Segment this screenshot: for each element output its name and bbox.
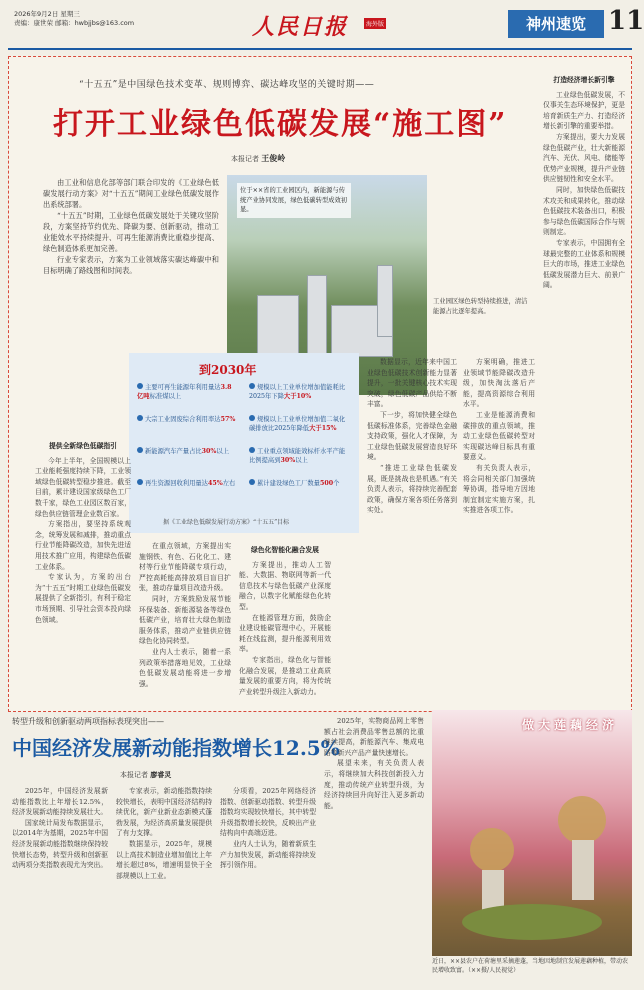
section-heading: 提供全新绿色低碳指引	[49, 442, 117, 450]
infographic-item: 主要可再生能源年利用量达3.8亿吨标准煤以上	[137, 384, 232, 400]
header-meta	[14, 10, 134, 28]
paragraph: 数据显示，2025年，规模以上高技术制造业增加值比上年增长超过8%，增速明显快于全部规模以上工业。	[116, 839, 212, 880]
paragraph: 2025年，中国经济发展新动能指数比上年增长12.5%，经济发展新动能持续发展壮大。	[12, 787, 108, 817]
lede-paragraph: 由工业和信息化部等部门联合印发的《工业绿色低碳发展行动方案》对“十五五”期间工业绿色低碳发展作出系统部署。	[43, 178, 219, 209]
paragraph: 方案指出，要坚持系统观念，统筹发展和减排，推动重点行业节能降碳改造，加快先进适用技术推广应用，构建绿色低碳工业体系。	[35, 520, 131, 571]
straw-hat-left	[470, 828, 514, 872]
article-column	[463, 357, 535, 703]
photo-caption-secondary: 工业园区绿色转型持续推进，清洁能源占比逐年提高。	[433, 298, 528, 315]
paragraph: 专家认为，方案的出台为“十五五”时期工业绿色低碳发展提供了全新指引，有利于稳定市场预期、引导社会资本投向绿色领域。	[35, 573, 131, 624]
paragraph: 方案提出，推动人工智能、大数据、物联网等新一代信息技术与绿色低碳产业深度融合，以数字化赋能绿色化转型。	[239, 560, 331, 611]
top-byline	[231, 153, 285, 164]
paragraph: 下一步，将加快健全绿色低碳标准体系，完善绿色金融支持政策，强化人才保障，为工业绿色低碳发展营造良好环境。	[367, 410, 457, 462]
paragraph: 同时，加快绿色低碳技术攻关和成果转化，推动绿色低碳技术装备出口，积极参与绿色低碳国际合作与规则制定。	[543, 185, 625, 237]
paragraph: 专家指出，绿色化与智能化融合发展，是推动工业高质量发展的重要方向，将为传统产业转型升级注入新动力。	[239, 655, 331, 696]
section-heading: 绿色化智能化融合发展	[251, 546, 319, 554]
header-date: 2026年9月2日 星期三	[14, 10, 80, 18]
article-column	[367, 357, 457, 703]
page-number: 11	[608, 6, 644, 36]
article-column	[12, 786, 108, 982]
article-column	[543, 71, 625, 703]
paragraph: “推进工业绿色低碳发展，既是挑战也是机遇。”有关负责人表示，将持续完善配套政策，确保方案各项任务落到实处。	[367, 463, 457, 515]
paragraph: 今年上半年，全国规模以上工业能耗强度持续下降，工业领域绿色低碳转型稳步推进。截至目前，累计建设国家级绿色工厂数千家，绿色工业园区数百家，绿色供应链管理企业数百家。	[35, 456, 131, 518]
paragraph: 有关负责人表示，将会同相关部门加强统筹协调，指导地方因地制宜制定实施方案，扎实推进各项工作。	[463, 463, 535, 515]
bullet-icon	[137, 383, 143, 389]
infographic-item: 再生资源回收利用量达45%左右	[137, 479, 237, 488]
lotus-pods	[462, 904, 602, 940]
paragraph: 专家表示，中国拥有全球最完整的工业体系和规模巨大的市场，推进工业绿色低碳发展潜力巨大、前景广阔。	[543, 238, 625, 290]
bullet-icon	[249, 383, 255, 389]
infographic-item: 规模以上工业单位增加值二氧化碳排放比2025年降低大于15%	[249, 416, 346, 432]
bottom-byline	[120, 770, 171, 780]
infographic-item: 新能源汽车产量占比30%以上	[137, 447, 237, 456]
paragraph: 同时，方案鼓励发展节能环保装备、新能源装备等绿色低碳产业，培育壮大绿色制造服务体系，推动产业链供应链绿色化协同转型。	[139, 594, 231, 646]
lotus-harvest-photo	[432, 710, 632, 956]
infographic-caption: 据《工业绿色低碳发展行动方案》“十五五”目标	[163, 519, 290, 526]
bullet-icon	[137, 415, 143, 421]
infographic-item: 累计建设绿色工厂数量500个	[249, 479, 349, 488]
article-column	[35, 437, 131, 703]
lede-paragraph: 行业专家表示，方案为工业领域落实碳达峰碳中和目标明确了路线图和时间表。	[43, 255, 219, 275]
logo-tag: 海外版	[364, 18, 386, 29]
bullet-icon	[249, 447, 255, 453]
byline-name: 王俊岭	[261, 153, 286, 163]
photo-caption: 位于××省的工业园区内，新能源与传统产业协同发展，绿色低碳转型成效初显。	[237, 183, 351, 218]
newspaper-logo: 人民日报	[252, 14, 349, 40]
paragraph: 2025年，实物商品网上零售额占社会消费品零售总额的比重继续提高，新能源汽车、集成电路等新兴产品产量快速增长。	[324, 717, 424, 757]
paragraph: 数据显示，近年来中国工业绿色低碳技术创新能力显著提升，一批关键核心技术实现突破，绿色低碳产品供给不断丰富。	[367, 358, 457, 409]
top-article	[8, 56, 632, 712]
photo-title: 做大莲藕经济	[521, 718, 618, 732]
article-column	[239, 541, 331, 703]
lede-paragraph: “十五五”时期，工业绿色低碳发展处于关键攻坚阶段，方案坚持节约优先、降碳为要、创新驱动，推动工业能效水平持续提升、可再生能源消费比重稳步提高、绿色制造体系更加完善。	[43, 211, 219, 253]
byline-name: 廖睿灵	[150, 770, 172, 779]
infographic-item: 大宗工业固废综合利用率达57%	[137, 415, 237, 424]
bullet-icon	[249, 415, 255, 421]
paragraph: 方案提出，要大力发展绿色低碳产业，壮大新能源汽车、光伏、风电、储能等优势产业规模，提升产业链供应链韧性和安全水平。	[543, 132, 625, 184]
byline-prefix: 本报记者	[120, 771, 148, 779]
top-kicker: “十五五”是中国绿色技术变革、规则博弈、碳达峰攻坚的关键时期——	[79, 80, 375, 90]
paragraph: 在能源管理方面，鼓励企业建设能碳管理中心，开展能耗在线监测，提升能源利用效率。	[239, 613, 331, 654]
header-editor: 责编：康世荣 邮箱：hwbjjbs@163.com	[14, 19, 135, 27]
paragraph: 方案明确，推进工业领域节能降碳改造升级，加快淘汰落后产能，提高资源综合利用水平。	[463, 358, 535, 409]
photo-caption: 近日，××县农户在荷塘里采摘莲蓬，当地因地制宜发展莲藕种植，带动农民增收致富。（××摄/人民视觉）	[432, 958, 629, 974]
page-header	[8, 6, 644, 46]
section-title: 神州速览	[508, 10, 604, 38]
paragraph: 展望未来，有关负责人表示，将继续加大科技创新投入力度，推动传统产业转型升级，为经济持续回升向好注入更多新动能。	[324, 759, 424, 810]
paragraph: 分项看，2025年网络经济指数、创新驱动指数、转型升级指数均实现较快增长，其中转型升级指数增长较快，反映出产业结构向中高端迈进。	[220, 787, 316, 838]
straw-hat-right	[558, 796, 606, 844]
factory-building	[257, 295, 299, 357]
factory-tower	[307, 275, 327, 357]
infographic-2030	[129, 353, 359, 533]
harvest-illustration	[432, 710, 632, 956]
paragraph: 专家表示，新动能指数持续较快增长，表明中国经济结构持续优化，新产业新业态新模式蓬勃发展，为经济高质量发展提供了有力支撑。	[116, 787, 212, 838]
bullet-icon	[249, 479, 255, 485]
paragraph: 工业是能源消费和碳排放的重点领域，推动工业绿色低碳转型对实现碳达峰目标具有重要意义。	[463, 410, 535, 462]
header-rule	[8, 48, 632, 50]
factory-tower	[377, 265, 393, 337]
infographic-title: 到2030年	[199, 363, 257, 377]
bottom-headline: 中国经济发展新动能指数增长12.5%	[12, 736, 340, 760]
infographic-item: 规模以上工业单位增加值能耗比2025年下降大于10%	[249, 384, 346, 400]
byline-prefix: 本报记者	[231, 155, 259, 163]
bottom-kicker: 转型升级和创新驱动两项指标表现突出——	[12, 717, 164, 726]
paragraph: 国家统计局发布数据显示，以2014年为基期，2025年中国经济发展新动能指数继续保持较快增长态势，转型升级和创新驱动两项分类指数表现尤为突出。	[12, 818, 108, 870]
paragraph: 业内人士表示，随着一系列政策举措落地见效，工业绿色低碳发展动能将进一步增强。	[139, 647, 231, 688]
article-column	[324, 716, 424, 982]
farmer-right	[572, 840, 594, 900]
article-column	[220, 786, 316, 982]
paragraph: 工业绿色低碳发展，不仅事关生态环境保护，更是培育新质生产力、打造经济增长新引擎的重要举措。	[543, 90, 625, 131]
article-column	[139, 541, 231, 703]
top-headline: 打开工业绿色低碳发展“施工图”	[53, 107, 508, 142]
article-column	[116, 786, 212, 982]
bullet-icon	[137, 447, 143, 453]
bullet-icon	[137, 479, 143, 485]
paragraph: 业内人士认为，随着新质生产力加快发展，新动能将持续发挥引领作用。	[220, 839, 316, 870]
section-heading: 打造经济增长新引擎	[553, 76, 615, 84]
paragraph: 在重点领域，方案提出实施钢铁、有色、石化化工、建材等行业节能降碳专项行动，严控高耗能高排放项目盲目扩张，推动存量项目改造升级。	[139, 542, 231, 593]
infographic-item: 工业重点领域能效标杆水平产能比例提高到30%以上	[249, 448, 346, 464]
